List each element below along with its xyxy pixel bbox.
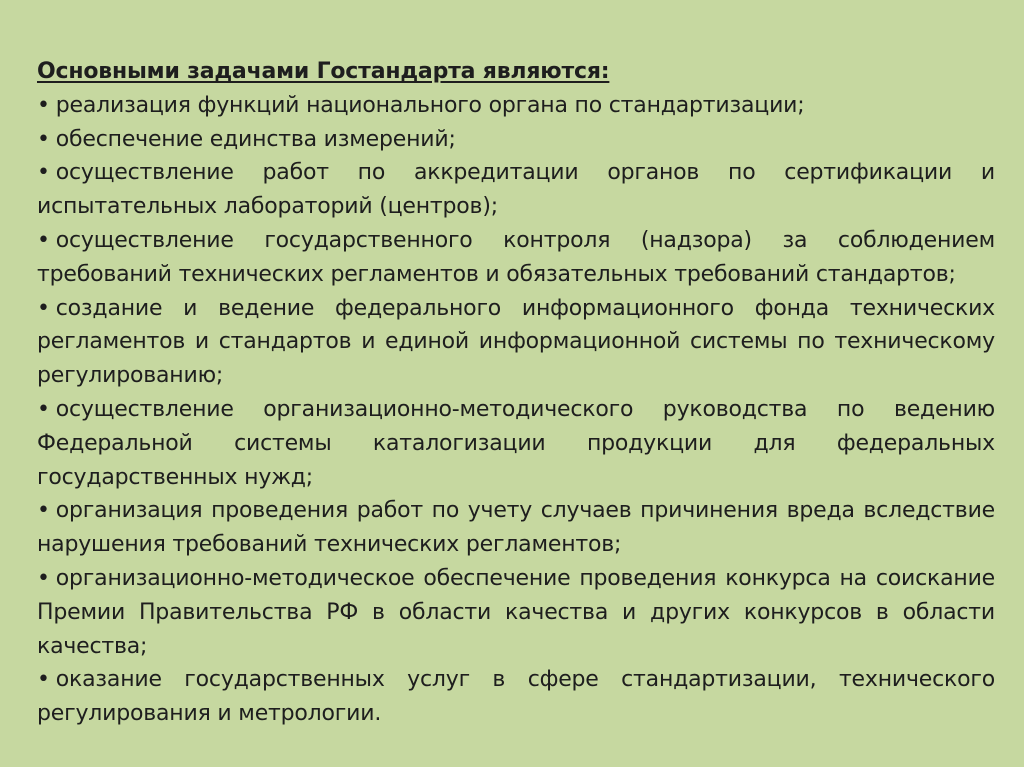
list-item-text: организация проведения работ по учету случаев причинения вреда вследствие нарушения требований технических регламентов;: [37, 498, 995, 558]
list-item: [37, 123, 995, 157]
list-item-text: осуществление работ по аккредитации органов по сертификации и испытательных лабораторий (центров);: [37, 160, 995, 220]
bullet-icon: •: [37, 565, 50, 591]
list-item: [37, 663, 995, 731]
slide-content: [37, 55, 995, 731]
list-item: [37, 224, 995, 292]
bullet-icon: •: [37, 126, 50, 152]
list-item-text: осуществление организационно-методического руководства по ведению Федеральной системы каталогизации продукции для федеральных государственных нужд;: [37, 396, 995, 490]
list-item: [37, 292, 995, 393]
bullet-icon: •: [37, 295, 50, 321]
slide-heading: Основными задачами Гостандарта являются:: [37, 59, 610, 84]
list-item-text: обеспечение единства измерений;: [55, 126, 456, 152]
bullet-icon: •: [37, 227, 50, 253]
list-item-text: осуществление государственного контроля (надзора) за соблюдением требований технических регламентов и обязательных требований стандартов;: [37, 227, 995, 287]
bullet-icon: •: [37, 498, 50, 524]
list-item-text: оказание государственных услуг в сфере стандартизации, технического регулирования и метрологии.: [37, 667, 995, 727]
bullet-icon: •: [37, 160, 50, 186]
list-item: [37, 494, 995, 562]
list-item-text: организационно-методическое обеспечение проведения конкурса на соискание Премии Правительства РФ в области качества и других конкурсов в области качества;: [37, 565, 995, 659]
list-item-text: реализация функций национального органа по стандартизации;: [55, 92, 805, 118]
bullet-icon: •: [37, 92, 50, 118]
bullet-icon: •: [37, 396, 50, 422]
list-item: [37, 89, 995, 123]
list-item: [37, 562, 995, 663]
list-item: [37, 156, 995, 224]
list-item-text: создание и ведение федерального информационного фонда технических регламентов и стандартов и единой информационной системы по техническому регулированию;: [37, 295, 995, 389]
bullet-icon: •: [37, 667, 50, 693]
list-item: [37, 393, 995, 494]
